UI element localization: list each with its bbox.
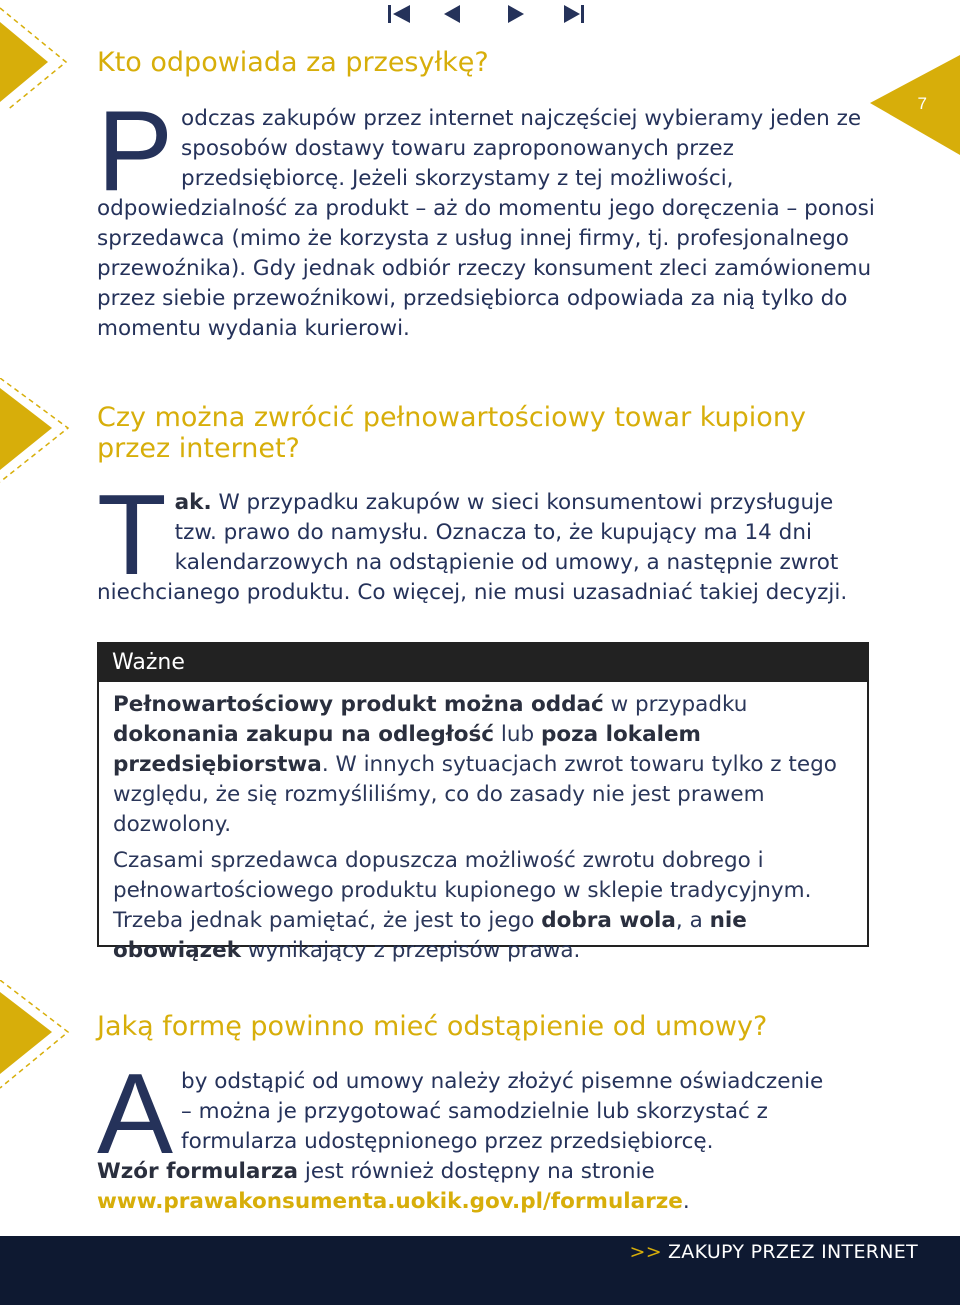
- section-paragraph: [97, 1051, 837, 1217]
- box-body: [99, 682, 867, 966]
- box-header: Ważne: [99, 644, 867, 682]
- page-navigation: [384, 2, 616, 26]
- paragraph-text: odczas zakupów przez internet najczęściej wybieramy jeden ze sposobów dostawy towaru zaproponowanych przez przedsiębiorcę. Jeżeli skorzystamy z tej możliwości, odpowiedzialność za produkt – aż do momentu jego doręczenia – ponosi sprzedawca (mimo że korzysta z usług innej firmy, tj. profesjonalnego przewoźnika). Gdy jednak odbiór rzeczy konsument zleci zamówionemu przez siebie przewoźnikowi, przedsiębiorca odpowiada za nią tylko do momentu wydania kurierowi.: [97, 106, 875, 341]
- page-number: 7: [917, 94, 927, 113]
- text: w przypadku: [603, 692, 748, 717]
- drop-cap: T: [97, 472, 167, 599]
- text: .: [682, 1189, 690, 1214]
- page-number-tab-icon: [870, 55, 960, 155]
- footer-bar: [0, 1236, 960, 1305]
- drop-cap: A: [97, 1051, 174, 1178]
- previous-page-button[interactable]: [442, 2, 500, 26]
- bold-text: poza lokalem przedsiębiorstwa: [113, 722, 701, 777]
- text: , a: [675, 908, 710, 933]
- last-page-button[interactable]: [558, 2, 616, 26]
- section-title: Czy można zwrócić pełnowartościowy towar kupiony przez internet?: [97, 402, 806, 464]
- bold-text: dobra wola: [541, 908, 676, 933]
- triangle-decoration-icon: [0, 980, 80, 1095]
- bold-text: nie obowiązek: [113, 908, 747, 963]
- paragraph-text: W przypadku zakupów w sieci konsumentowi przysługuje tzw. prawo do namysłu. Oznacza to, że kupujący ma 14 dni kalendarzowych na odstąpienie od umowy, a następnie zwrot niechcianego produktu. Co więcej, nie musi uzasadniać takiej decyzji.: [97, 490, 848, 605]
- text: jest również dostępny na stronie: [298, 1159, 655, 1184]
- triangle-decoration-icon: [0, 378, 80, 488]
- drop-cap: P: [97, 88, 174, 215]
- formularze-link[interactable]: www.prawakonsumenta.uokik.gov.pl/formularze: [97, 1189, 683, 1214]
- important-box: [97, 642, 869, 963]
- box-paragraph: [113, 846, 853, 966]
- paragraph-text: by odstąpić od umowy należy złożyć pisemne oświadczenie – można je przygotować samodzielnie lub skorzystać z formularza udostępnionego przez przedsiębiorcę.: [181, 1069, 824, 1154]
- skip-to-last-icon: [558, 2, 616, 26]
- bold-text: Pełnowartościowy produkt można oddać: [113, 692, 604, 717]
- footer-text: ZAKUPY PRZEZ INTERNET: [667, 1241, 918, 1263]
- text: Czasami sprzedawca dopuszcza możliwość zwrotu dobrego i pełnowartościowego produktu kupionego w sklepie tradycyjnym. Trzeba jednak pamiętać, że jest to jego: [113, 848, 812, 933]
- footer-arrows: >>: [629, 1241, 662, 1263]
- bold-text: dokonania zakupu na odległość: [113, 722, 495, 747]
- next-page-button[interactable]: [500, 2, 558, 26]
- text: lub: [494, 722, 541, 747]
- skip-to-first-icon: [384, 2, 442, 26]
- bold-text: Wzór formularza: [97, 1159, 299, 1184]
- section-paragraph: [97, 472, 867, 608]
- section-title: Jaką formę powinno mieć odstąpienie od umowy?: [97, 1011, 768, 1042]
- play-left-icon: [442, 2, 500, 26]
- play-right-icon: [500, 2, 558, 26]
- first-page-button[interactable]: [384, 2, 442, 26]
- box-paragraph: [113, 690, 853, 840]
- section-title: Kto odpowiada za przesyłkę?: [97, 47, 489, 78]
- bold-lead: ak.: [174, 490, 212, 515]
- text: . W innych sytuacjach zwrot towaru tylko z tego względu, że się rozmyśliliśmy, co do zasady nie jest prawem dozwolony.: [113, 752, 837, 837]
- triangle-decoration-icon: [0, 0, 80, 110]
- section-paragraph: [97, 88, 877, 344]
- footer-label: [630, 1241, 919, 1263]
- text: wynikający z przepisów prawa.: [241, 938, 581, 963]
